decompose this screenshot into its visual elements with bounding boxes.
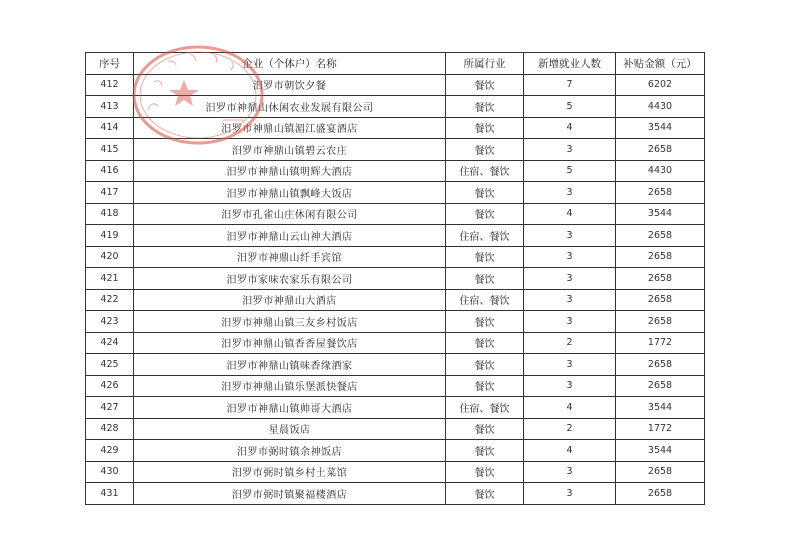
row-industry: 餐饮 — [446, 96, 524, 118]
row-new-jobs: 3 — [524, 483, 616, 505]
row-industry: 餐饮 — [446, 117, 524, 139]
row-company-name: 汨罗市神鼎山镇碧云农庄 — [134, 139, 446, 161]
row-new-jobs: 4 — [524, 397, 616, 419]
row-subsidy-amount: 3544 — [616, 397, 705, 419]
row-serial: 427 — [86, 397, 134, 419]
row-company-name: 汨罗市神鼎山镇帅哥大酒店 — [134, 397, 446, 419]
row-industry: 餐饮 — [446, 311, 524, 333]
row-serial: 422 — [86, 289, 134, 311]
row-new-jobs: 3 — [524, 375, 616, 397]
row-company-name: 汨罗市家味农家乐有限公司 — [134, 268, 446, 290]
row-company-name: 汨罗市神鼎山休闲农业发展有限公司 — [134, 96, 446, 118]
row-serial: 415 — [86, 139, 134, 161]
row-industry: 餐饮 — [446, 246, 524, 268]
row-subsidy-amount: 2658 — [616, 139, 705, 161]
row-company-name: 汨罗市神鼎山镇味香缘酒家 — [134, 354, 446, 376]
row-company-name: 汨罗市神鼎山纤手宾馆 — [134, 246, 446, 268]
table-header-row — [86, 53, 705, 75]
row-serial: 423 — [86, 311, 134, 333]
row-industry: 餐饮 — [446, 375, 524, 397]
row-industry: 餐饮 — [446, 139, 524, 161]
table-row — [86, 139, 705, 161]
table-row — [86, 461, 705, 483]
row-new-jobs: 7 — [524, 74, 616, 96]
table-row — [86, 440, 705, 462]
row-subsidy-amount: 2658 — [616, 225, 705, 247]
row-subsidy-amount: 2658 — [616, 268, 705, 290]
row-serial: 431 — [86, 483, 134, 505]
row-company-name: 汨罗市朝饮夕餐 — [134, 74, 446, 96]
table-body — [86, 74, 705, 504]
row-subsidy-amount: 2658 — [616, 182, 705, 204]
row-subsidy-amount: 4430 — [616, 96, 705, 118]
row-subsidy-amount: 4430 — [616, 160, 705, 182]
row-serial: 413 — [86, 96, 134, 118]
table-row — [86, 268, 705, 290]
row-subsidy-amount: 2658 — [616, 311, 705, 333]
row-company-name: 汨罗市弼时镇余神饭店 — [134, 440, 446, 462]
row-subsidy-amount: 6202 — [616, 74, 705, 96]
row-subsidy-amount: 2658 — [616, 461, 705, 483]
row-new-jobs: 3 — [524, 182, 616, 204]
row-subsidy-amount: 3544 — [616, 117, 705, 139]
row-new-jobs: 3 — [524, 289, 616, 311]
row-subsidy-amount: 2658 — [616, 375, 705, 397]
row-subsidy-amount: 1772 — [616, 418, 705, 440]
row-subsidy-amount: 2658 — [616, 354, 705, 376]
row-subsidy-amount: 2658 — [616, 483, 705, 505]
row-subsidy-amount: 3544 — [616, 440, 705, 462]
table-row — [86, 246, 705, 268]
row-new-jobs: 5 — [524, 160, 616, 182]
row-serial: 426 — [86, 375, 134, 397]
subsidy-table — [85, 52, 705, 505]
row-serial: 424 — [86, 332, 134, 354]
header-industry: 所属行业 — [446, 53, 524, 75]
row-new-jobs: 3 — [524, 139, 616, 161]
header-subsidy-amount: 补贴金额（元） — [616, 53, 705, 75]
table-row — [86, 311, 705, 333]
row-industry: 餐饮 — [446, 332, 524, 354]
row-serial: 421 — [86, 268, 134, 290]
row-new-jobs: 3 — [524, 354, 616, 376]
row-industry: 餐饮 — [446, 354, 524, 376]
table-row — [86, 74, 705, 96]
table-row — [86, 483, 705, 505]
row-subsidy-amount: 3544 — [616, 203, 705, 225]
row-new-jobs: 2 — [524, 418, 616, 440]
row-serial: 416 — [86, 160, 134, 182]
row-new-jobs: 3 — [524, 246, 616, 268]
row-serial: 428 — [86, 418, 134, 440]
row-company-name: 汨罗市神鼎山镇明辉大酒店 — [134, 160, 446, 182]
header-new-jobs: 新增就业人数 — [524, 53, 616, 75]
row-new-jobs: 4 — [524, 440, 616, 462]
table-row — [86, 225, 705, 247]
row-new-jobs: 4 — [524, 203, 616, 225]
row-company-name: 汨罗市神鼎山镇飘峰大饭店 — [134, 182, 446, 204]
row-serial: 419 — [86, 225, 134, 247]
row-company-name: 汨罗市神鼎山镇三友乡村饭店 — [134, 311, 446, 333]
table-row — [86, 418, 705, 440]
table-row — [86, 332, 705, 354]
table-row — [86, 182, 705, 204]
row-company-name: 汨罗市弼时镇聚福楼酒店 — [134, 483, 446, 505]
row-new-jobs: 3 — [524, 268, 616, 290]
row-new-jobs: 2 — [524, 332, 616, 354]
row-serial: 430 — [86, 461, 134, 483]
table-row — [86, 375, 705, 397]
row-industry: 餐饮 — [446, 74, 524, 96]
row-company-name: 汨罗市神鼎山镇乐堡派快餐店 — [134, 375, 446, 397]
header-company-name: 企业（个体户）名称 — [134, 53, 446, 75]
row-new-jobs: 4 — [524, 117, 616, 139]
row-company-name: 汨罗市神鼎山镇湄江盛宴酒店 — [134, 117, 446, 139]
row-new-jobs: 5 — [524, 96, 616, 118]
table-row — [86, 289, 705, 311]
row-serial: 425 — [86, 354, 134, 376]
row-industry: 餐饮 — [446, 203, 524, 225]
row-serial: 418 — [86, 203, 134, 225]
row-industry: 餐饮 — [446, 182, 524, 204]
table-row — [86, 354, 705, 376]
row-subsidy-amount: 2658 — [616, 246, 705, 268]
table-row — [86, 397, 705, 419]
header-serial: 序号 — [86, 53, 134, 75]
row-subsidy-amount: 2658 — [616, 289, 705, 311]
table-row — [86, 117, 705, 139]
row-serial: 414 — [86, 117, 134, 139]
row-industry: 住宿、餐饮 — [446, 397, 524, 419]
table-row — [86, 96, 705, 118]
row-company-name: 汨罗市弼时镇乡村土菜馆 — [134, 461, 446, 483]
row-new-jobs: 3 — [524, 311, 616, 333]
row-subsidy-amount: 1772 — [616, 332, 705, 354]
row-company-name: 汨罗市神鼎山大酒店 — [134, 289, 446, 311]
row-serial: 417 — [86, 182, 134, 204]
row-company-name: 汨罗市孔雀山庄休闲有限公司 — [134, 203, 446, 225]
table-row — [86, 203, 705, 225]
row-new-jobs: 3 — [524, 461, 616, 483]
table-row — [86, 160, 705, 182]
row-industry: 餐饮 — [446, 483, 524, 505]
row-company-name: 星晨饭店 — [134, 418, 446, 440]
row-industry: 餐饮 — [446, 461, 524, 483]
row-serial: 412 — [86, 74, 134, 96]
row-industry: 餐饮 — [446, 418, 524, 440]
row-industry: 住宿、餐饮 — [446, 289, 524, 311]
row-serial: 429 — [86, 440, 134, 462]
row-company-name: 汨罗市神鼎山镇香香屋餐饮店 — [134, 332, 446, 354]
row-new-jobs: 3 — [524, 225, 616, 247]
row-company-name: 汨罗市神鼎山云山神大酒店 — [134, 225, 446, 247]
row-industry: 住宿、餐饮 — [446, 225, 524, 247]
row-industry: 住宿、餐饮 — [446, 160, 524, 182]
row-serial: 420 — [86, 246, 134, 268]
row-industry: 餐饮 — [446, 268, 524, 290]
row-industry: 餐饮 — [446, 440, 524, 462]
